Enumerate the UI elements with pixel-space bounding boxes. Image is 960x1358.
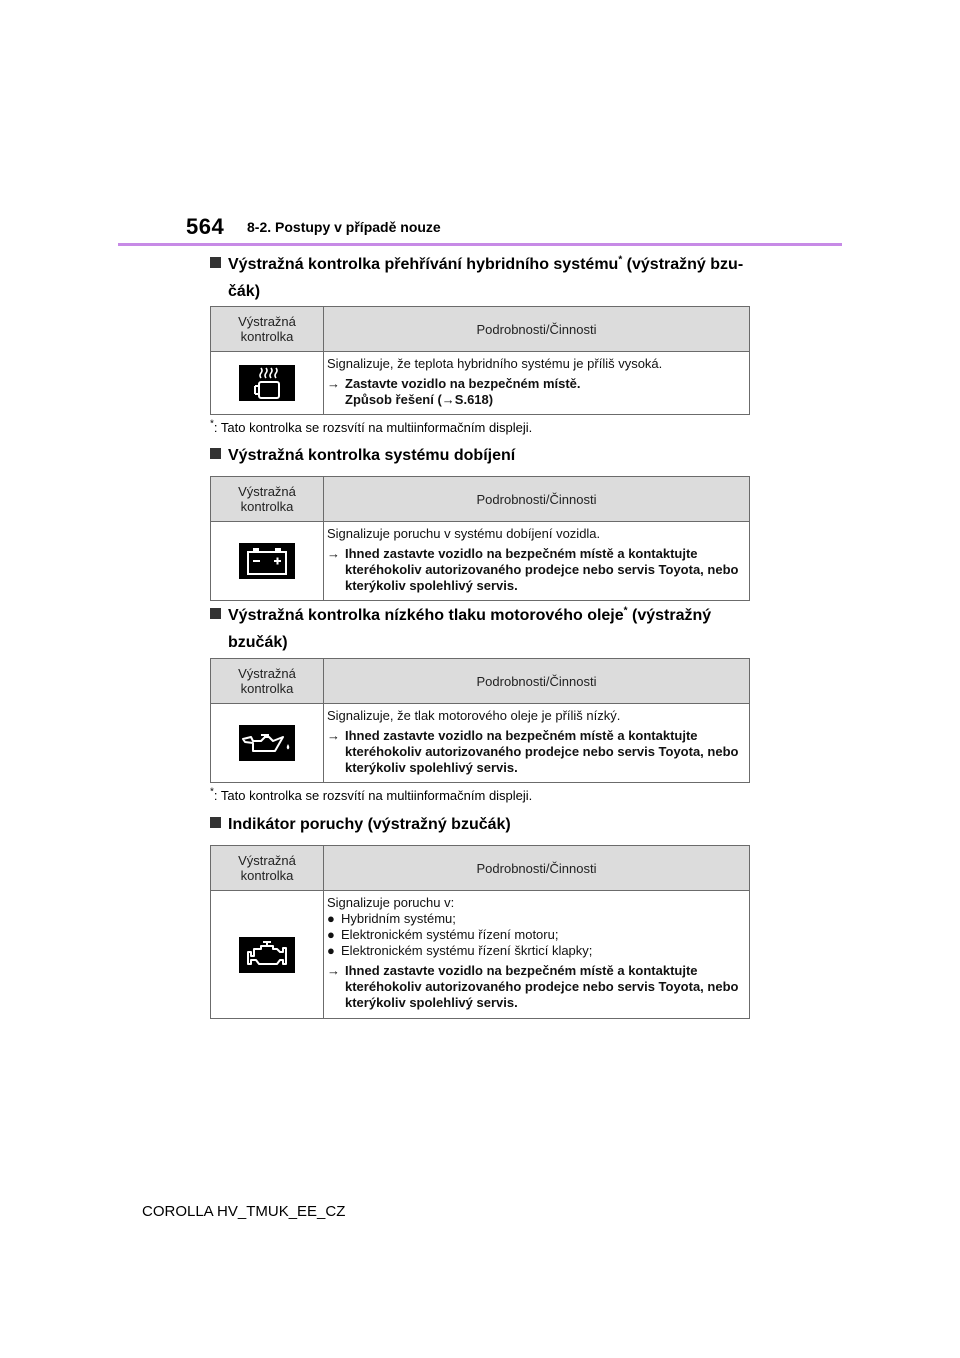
footnote: *: Tato kontrolka se rozsvítí na multiinformačním displeji.: [210, 786, 533, 803]
warning-table-oil-pressure: [210, 658, 750, 783]
column-header-details: Podrobnosti/Činnosti: [324, 846, 750, 891]
section-heading-charging: Výstražná kontrolka systému dobíjení: [210, 442, 755, 469]
footer-model-code: COROLLA HV_TMUK_EE_CZ: [142, 1203, 346, 1220]
hybrid-system-overheat-icon: [239, 365, 295, 401]
check-engine-icon: [239, 937, 295, 973]
description-text: Signalizuje, že tlak motorového oleje je příliš nízký.: [327, 708, 621, 723]
square-bullet-icon: [210, 608, 221, 619]
warning-table-overheat: [210, 306, 750, 415]
action-text: Zastavte vozidlo na bezpečném místě.: [345, 376, 581, 391]
description-text: Signalizuje poruchu v:: [327, 895, 455, 910]
square-bullet-icon: [210, 257, 221, 268]
footnote: *: Tato kontrolka se rozsvítí na multiinformačním displeji.: [210, 418, 533, 435]
list-item: ● Hybridním systému;: [327, 911, 456, 926]
column-header-details: Podrobnosti/Činnosti: [324, 659, 750, 704]
page-number: 564: [186, 214, 225, 239]
arrow-icon: →: [327, 546, 340, 561]
oil-pressure-icon: [239, 725, 295, 761]
warning-table-check-engine: [210, 845, 750, 1019]
column-header-indicator: Výstražná kontrolka: [211, 846, 324, 891]
chapter-title: 8-2. Postupy v případě nouze: [247, 219, 441, 235]
column-header-indicator: Výstražná kontrolka: [211, 477, 324, 522]
section-heading-check-engine: Indikátor poruchy (výstražný bzučák): [210, 811, 755, 838]
column-header-details: Podrobnosti/Činnosti: [324, 477, 750, 522]
arrow-icon: →: [327, 963, 340, 978]
action-text: Ihned zastavte vozidlo na bezpečném místě a kontaktujte kteréhokoliv autorizovaného prodejce nebo servis Toyota, nebo kterýkoliv spolehlivý servis.: [345, 546, 739, 593]
description-text: Signalizuje, že teplota hybridního systému je příliš vysoká.: [327, 356, 663, 371]
arrow-icon: →: [327, 376, 340, 391]
square-bullet-icon: [210, 448, 221, 459]
column-header-indicator: Výstražná kontrolka: [211, 307, 324, 352]
column-header-indicator: Výstražná kontrolka: [211, 659, 324, 704]
section-heading-oil-pressure: Výstražná kontrolka nízkého tlaku motorového oleje* (výstražný bzučák): [210, 602, 755, 656]
section-heading-overheat: Výstražná kontrolka přehřívání hybridního systému* (výstražný bzu- čák): [210, 251, 755, 305]
solution-reference: Způsob řešení (→S.618): [345, 392, 494, 407]
description-text: Signalizuje poruchu v systému dobíjení vozidla.: [327, 526, 601, 541]
warning-table-charging: [210, 476, 750, 601]
list-item: ● Elektronickém systému řízení škrticí klapky;: [327, 943, 593, 958]
header-divider: [118, 243, 842, 246]
arrow-icon: →: [327, 728, 340, 743]
action-text: Ihned zastavte vozidlo na bezpečném místě a kontaktujte kteréhokoliv autorizovaného prodejce nebo servis Toyota, nebo kterýkoliv spolehlivý servis.: [345, 728, 739, 775]
battery-charging-icon: [239, 543, 295, 579]
list-item: ● Elektronickém systému řízení motoru;: [327, 927, 559, 942]
column-header-details: Podrobnosti/Činnosti: [324, 307, 750, 352]
square-bullet-icon: [210, 817, 221, 828]
action-text: Ihned zastavte vozidlo na bezpečném místě a kontaktujte kteréhokoliv autorizovaného prodejce nebo servis Toyota, nebo kterýkoliv spolehlivý servis.: [345, 963, 739, 1010]
